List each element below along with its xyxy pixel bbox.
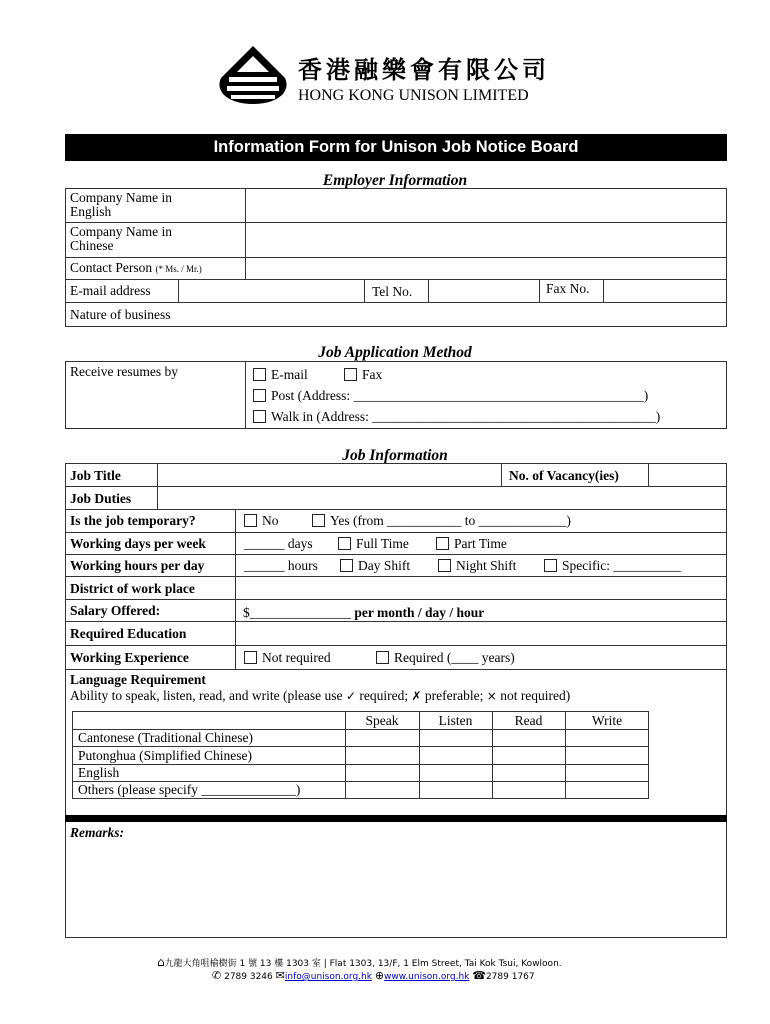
full-time-option[interactable]: Full Time bbox=[338, 537, 409, 551]
not-required-option[interactable]: Not required bbox=[244, 651, 331, 665]
job-duties-label: Job Duties bbox=[70, 491, 132, 506]
remarks-label: Remarks: bbox=[70, 825, 124, 840]
night-shift-checkbox[interactable] bbox=[438, 559, 451, 572]
full-time-checkbox[interactable] bbox=[338, 537, 351, 550]
option-post[interactable]: Post (Address: ___________________________________________) bbox=[253, 389, 648, 403]
times-icon: × bbox=[486, 689, 497, 703]
company-name-chinese-field[interactable] bbox=[247, 224, 725, 256]
form-title: Information Form for Unison Job Notice Board bbox=[65, 134, 727, 161]
column-read: Read bbox=[514, 713, 543, 728]
company-name-chinese-label: Company Name in Chinese bbox=[70, 224, 172, 253]
fax-no-label: Fax No. bbox=[546, 281, 590, 296]
column-write: Write bbox=[591, 713, 623, 728]
temporary-label: Is the job temporary? bbox=[70, 513, 196, 528]
working-hours-label: Working hours per day bbox=[70, 558, 205, 573]
required-option[interactable]: Required (____ years) bbox=[376, 651, 515, 665]
application-method-heading: Job Application Method bbox=[318, 344, 472, 361]
option-fax[interactable]: Fax bbox=[344, 368, 382, 382]
working-days-blank[interactable]: ______ days bbox=[244, 536, 313, 551]
walk-in-checkbox[interactable] bbox=[253, 410, 266, 423]
nature-of-business-label: Nature of business bbox=[70, 307, 171, 322]
fax-checkbox[interactable] bbox=[344, 368, 357, 381]
vacancy-label: No. of Vacancy(ies) bbox=[509, 468, 619, 483]
company-name-english-field[interactable] bbox=[247, 190, 725, 221]
contact-person-field[interactable] bbox=[247, 259, 725, 278]
tel-no-field[interactable] bbox=[430, 281, 538, 301]
option-email[interactable]: E-mail bbox=[253, 368, 308, 382]
column-speak: Speak bbox=[365, 713, 399, 728]
job-title-label: Job Title bbox=[70, 468, 121, 483]
language-row-cantonese: Cantonese (Traditional Chinese) bbox=[78, 730, 253, 745]
email-checkbox[interactable] bbox=[253, 368, 266, 381]
not-required-checkbox[interactable] bbox=[244, 651, 257, 664]
temporary-no-checkbox[interactable] bbox=[244, 514, 257, 527]
language-row-others: Others (please specify ______________) bbox=[78, 782, 301, 797]
working-hours-blank[interactable]: ______ hours bbox=[244, 558, 318, 573]
home-icon: ⌂ bbox=[157, 955, 165, 969]
district-label: District of work place bbox=[70, 581, 195, 596]
globe-icon: ⊕ bbox=[374, 969, 385, 982]
salary-label: Salary Offered: bbox=[70, 603, 161, 618]
specific-checkbox[interactable] bbox=[544, 559, 557, 572]
language-row-putonghua: Putonghua (Simplified Chinese) bbox=[78, 748, 252, 763]
fax-number: 2789 1767 bbox=[485, 972, 535, 982]
job-title-field[interactable] bbox=[159, 465, 500, 485]
post-checkbox[interactable] bbox=[253, 389, 266, 402]
required-checkbox[interactable] bbox=[376, 651, 389, 664]
job-duties-field[interactable] bbox=[159, 488, 725, 508]
cross-icon: ✗ bbox=[411, 689, 422, 703]
website-link[interactable]: www.unison.org.hk bbox=[384, 972, 470, 982]
company-name-english: HONG KONG UNISON LIMITED bbox=[298, 87, 529, 104]
phone-icon: ✆ bbox=[212, 969, 222, 982]
language-instruction: Ability to speak, listen, read, and write (please use ✓ required; ✗ preferable; × not required) bbox=[70, 688, 571, 703]
company-name-english-label: Company Name in English bbox=[70, 190, 172, 219]
job-info-heading: Job Information bbox=[342, 447, 448, 464]
fax-icon: ☎ bbox=[472, 969, 486, 982]
unison-logo bbox=[213, 44, 293, 106]
tel-no-label: Tel No. bbox=[372, 284, 413, 299]
option-walk-in[interactable]: Walk in (Address: __________________________________________) bbox=[253, 410, 660, 424]
receive-resumes-label: Receive resumes by bbox=[70, 364, 178, 379]
email-address-field[interactable] bbox=[180, 281, 363, 301]
experience-label: Working Experience bbox=[70, 650, 189, 665]
education-label: Required Education bbox=[70, 626, 187, 641]
fax-no-field[interactable] bbox=[605, 281, 725, 301]
part-time-option[interactable]: Part Time bbox=[436, 537, 507, 551]
footer-address: ⌂九龍大角咀榆樹街 1 號 13 樓 1303 室 | Flat 1303, 13/F, 1 Elm Street, Tai Kok Tsui, Kowloon. bbox=[157, 955, 562, 969]
check-icon: ✓ bbox=[345, 689, 356, 703]
remarks-field[interactable] bbox=[67, 843, 725, 936]
mail-icon: ✉ bbox=[275, 969, 285, 982]
vacancy-field[interactable] bbox=[650, 465, 725, 485]
night-shift-option[interactable]: Night Shift bbox=[438, 559, 516, 573]
language-heading: Language Requirement bbox=[70, 672, 206, 687]
temporary-yes-option[interactable]: Yes (from ___________ to _____________) bbox=[312, 514, 571, 528]
contact-person-label: Contact Person (* Ms. / Mr.) bbox=[70, 260, 202, 275]
day-shift-option[interactable]: Day Shift bbox=[340, 559, 410, 573]
working-days-label: Working days per week bbox=[70, 536, 206, 551]
column-listen: Listen bbox=[438, 713, 473, 728]
email-address-label: E-mail address bbox=[70, 283, 151, 298]
email-link[interactable]: info@unison.org.hk bbox=[284, 972, 372, 982]
temporary-yes-checkbox[interactable] bbox=[312, 514, 325, 527]
phone-number: 2789 3246 bbox=[224, 972, 273, 982]
language-row-english: English bbox=[78, 765, 120, 780]
temporary-no-option[interactable]: No bbox=[244, 514, 279, 528]
remarks-divider bbox=[65, 815, 727, 822]
company-name-chinese: 香港融樂會有限公司 bbox=[298, 56, 550, 84]
salary-field[interactable]: $_______________ per month / day / hour bbox=[243, 605, 485, 620]
footer-contacts bbox=[212, 969, 535, 982]
part-time-checkbox[interactable] bbox=[436, 537, 449, 550]
employer-info-heading: Employer Information bbox=[322, 172, 468, 189]
specific-option[interactable]: Specific: __________ bbox=[544, 559, 681, 573]
day-shift-checkbox[interactable] bbox=[340, 559, 353, 572]
